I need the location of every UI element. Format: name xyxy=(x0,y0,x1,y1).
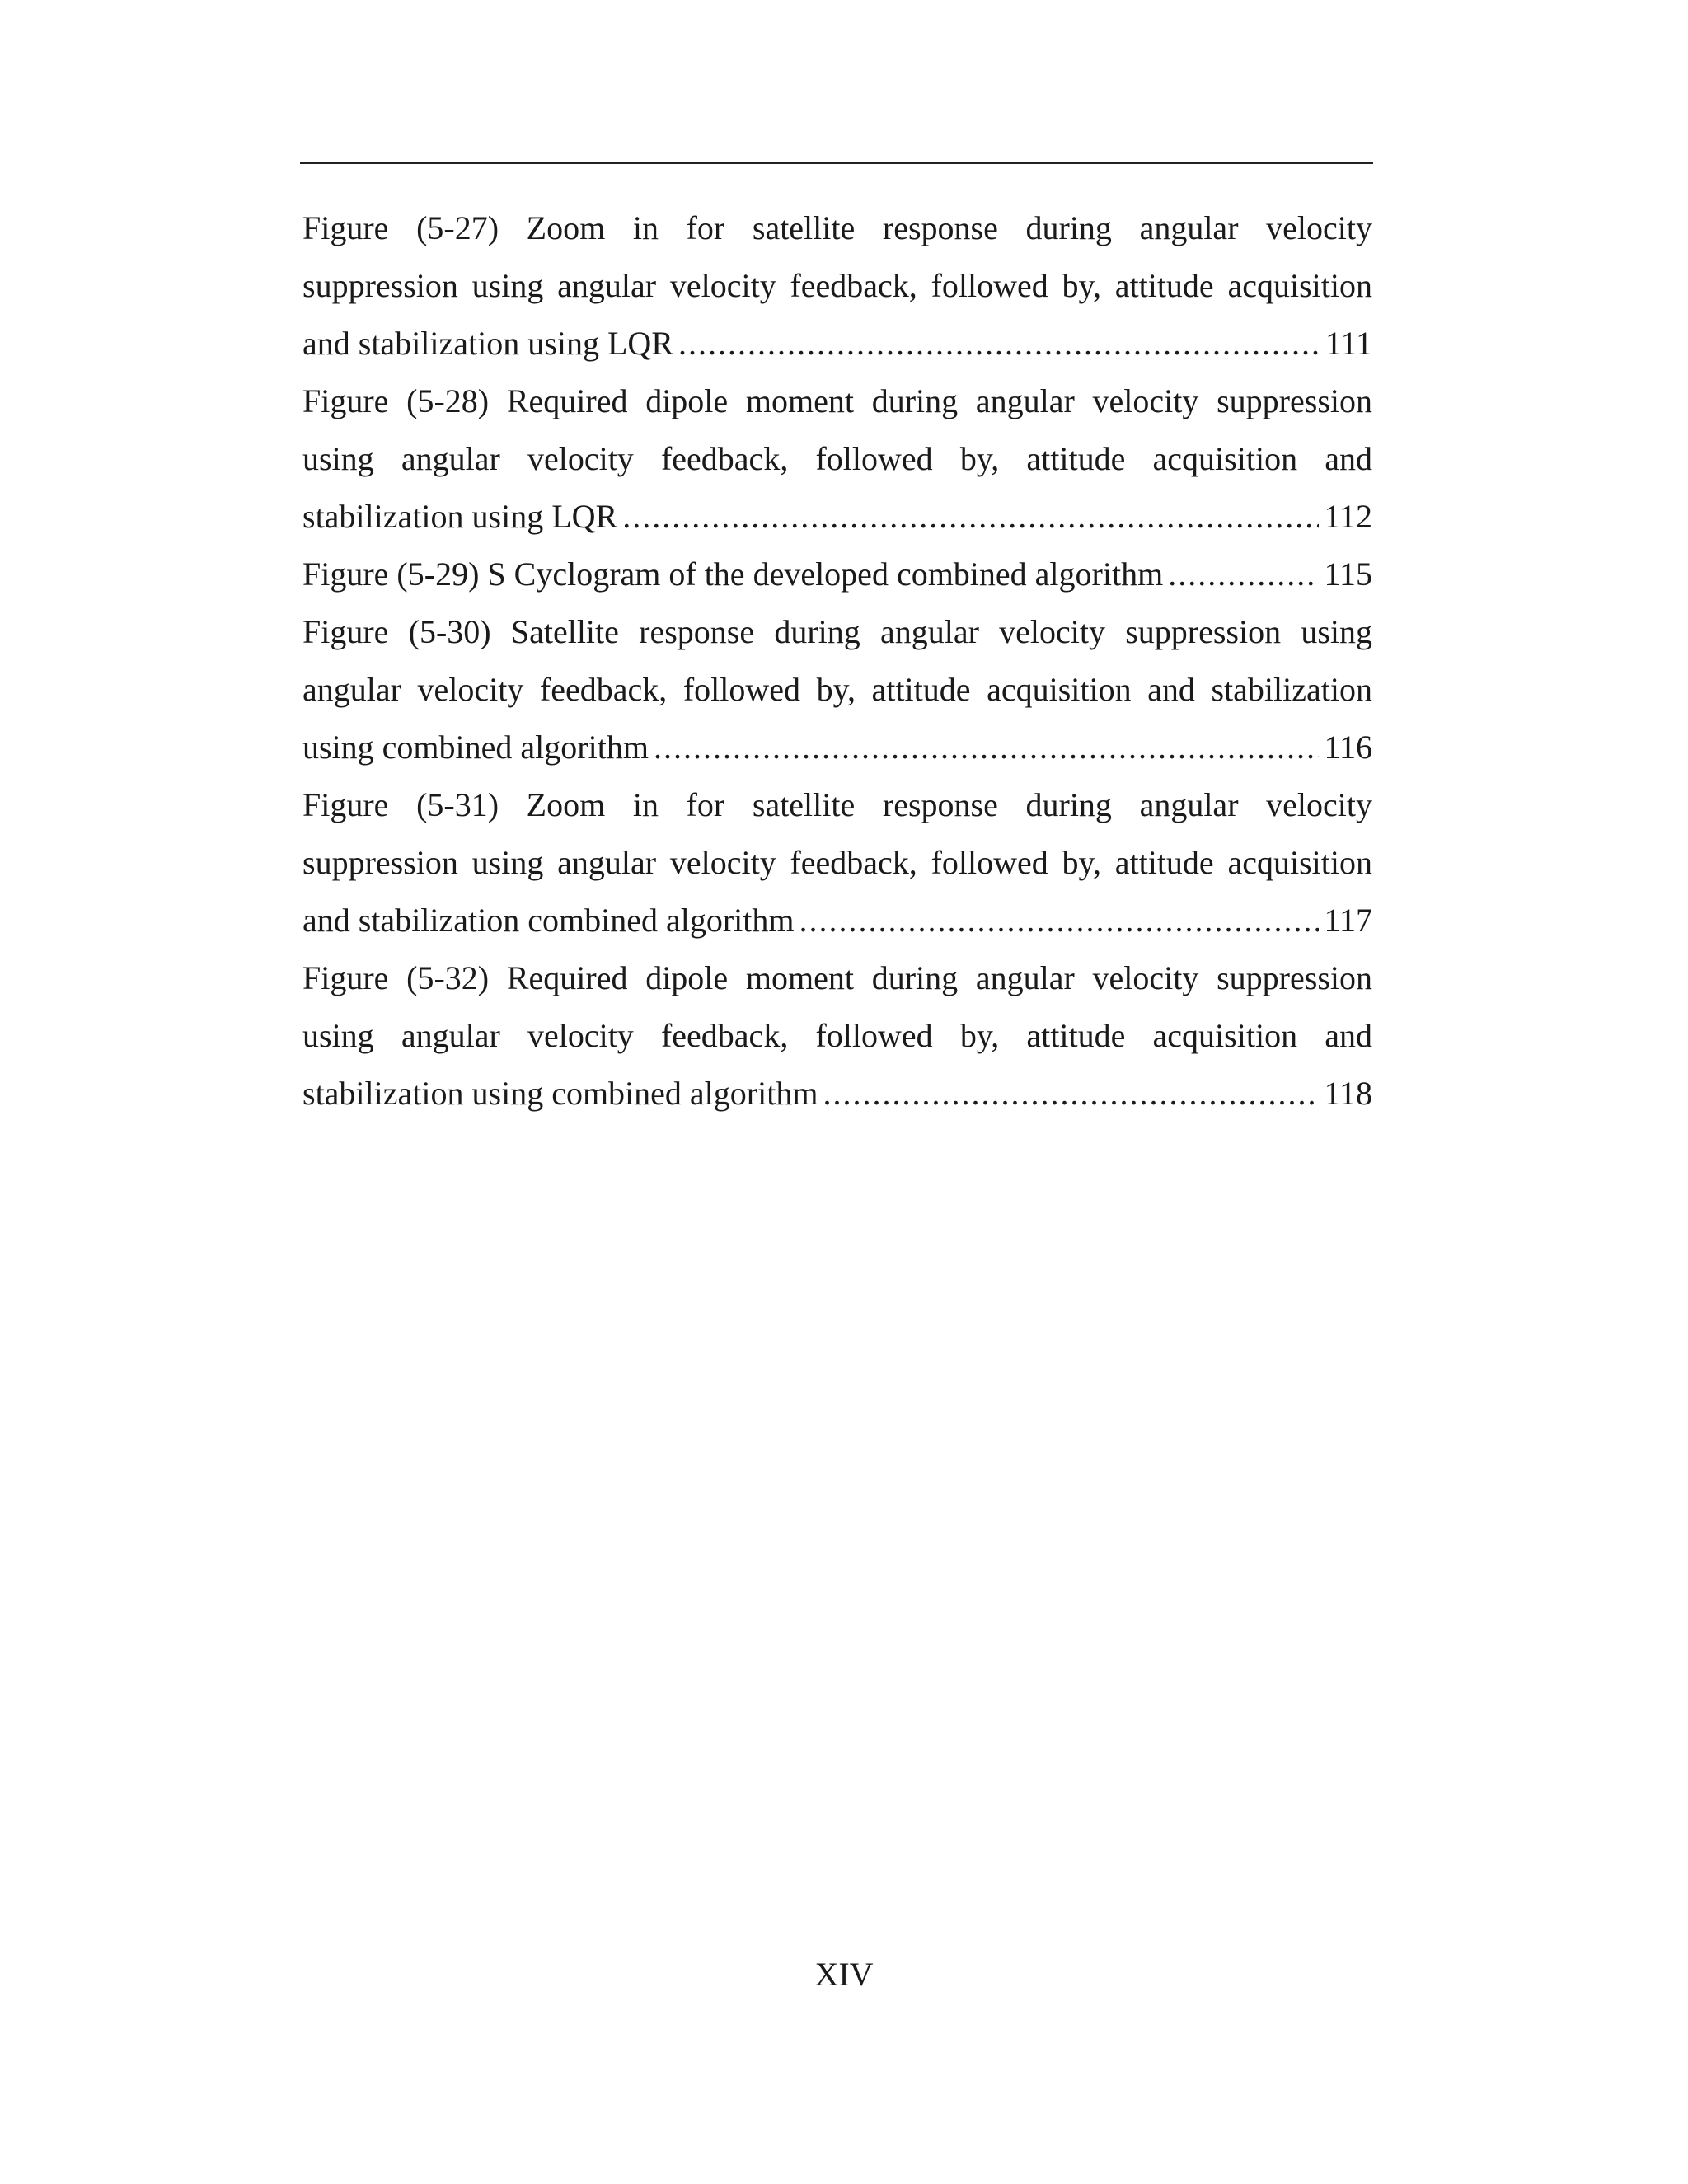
toc-page-number: 115 xyxy=(1324,555,1372,593)
toc-entry xyxy=(302,776,1372,949)
toc-entry xyxy=(302,949,1372,1122)
toc-entry xyxy=(302,199,1372,373)
toc-entry-text: stabilization using combined algorithm xyxy=(302,1075,818,1112)
toc-entry-last-line xyxy=(302,1065,1372,1122)
toc-entry-last-line xyxy=(302,315,1372,373)
dot-leader xyxy=(799,892,1320,949)
toc-page-number: 118 xyxy=(1324,1075,1372,1112)
list-of-figures xyxy=(302,199,1372,1122)
toc-entry-last-line xyxy=(302,892,1372,949)
toc-entry-text: and stabilization using LQR xyxy=(302,325,673,362)
page-number: XIV xyxy=(814,1956,874,1993)
header-rule xyxy=(300,162,1373,164)
toc-entry-line: suppression using angular velocity feedback, followed by, attitude acquisition xyxy=(302,844,1372,881)
toc-entry-last-line xyxy=(302,719,1372,776)
toc-entry-text: Figure (5-29) S Cyclogram of the developed combined algorithm xyxy=(302,555,1164,593)
toc-page-number: 116 xyxy=(1324,729,1372,766)
toc-entry-line: using angular velocity feedback, followed by, attitude acquisition and xyxy=(302,1017,1372,1054)
toc-entry-line: using angular velocity feedback, followed by, attitude acquisition and xyxy=(302,440,1372,477)
toc-entry-text: stabilization using LQR xyxy=(302,498,618,535)
dot-leader xyxy=(823,1065,1319,1122)
toc-entry xyxy=(302,546,1372,603)
toc-page-number: 111 xyxy=(1325,325,1372,362)
toc-entry-line: angular velocity feedback, followed by, attitude acquisition and stabilization xyxy=(302,671,1372,708)
toc-entry-line: suppression using angular velocity feedback, followed by, attitude acquisition xyxy=(302,267,1372,304)
toc-entry-text: using combined algorithm xyxy=(302,729,649,766)
dot-leader xyxy=(1168,546,1319,603)
toc-page-number: 112 xyxy=(1324,498,1372,535)
toc-entry-line: Figure (5-32) Required dipole moment during angular velocity suppression xyxy=(302,959,1372,996)
toc-entry-line: Figure (5-31) Zoom in for satellite response during angular velocity xyxy=(302,786,1372,823)
dot-leader xyxy=(678,315,1320,373)
dot-leader xyxy=(622,488,1319,546)
toc-entry-line: Figure (5-27) Zoom in for satellite response during angular velocity xyxy=(302,209,1372,246)
toc-entry xyxy=(302,373,1372,546)
toc-page-number: 117 xyxy=(1324,902,1372,939)
dot-leader xyxy=(654,719,1320,776)
toc-entry-line: Figure (5-30) Satellite response during angular velocity suppression using xyxy=(302,613,1372,650)
toc-entry xyxy=(302,603,1372,776)
toc-entry-last-line xyxy=(302,546,1372,603)
toc-entry-text: and stabilization combined algorithm xyxy=(302,902,795,939)
toc-entry-line: Figure (5-28) Required dipole moment during angular velocity suppression xyxy=(302,382,1372,419)
toc-entry-last-line xyxy=(302,488,1372,546)
